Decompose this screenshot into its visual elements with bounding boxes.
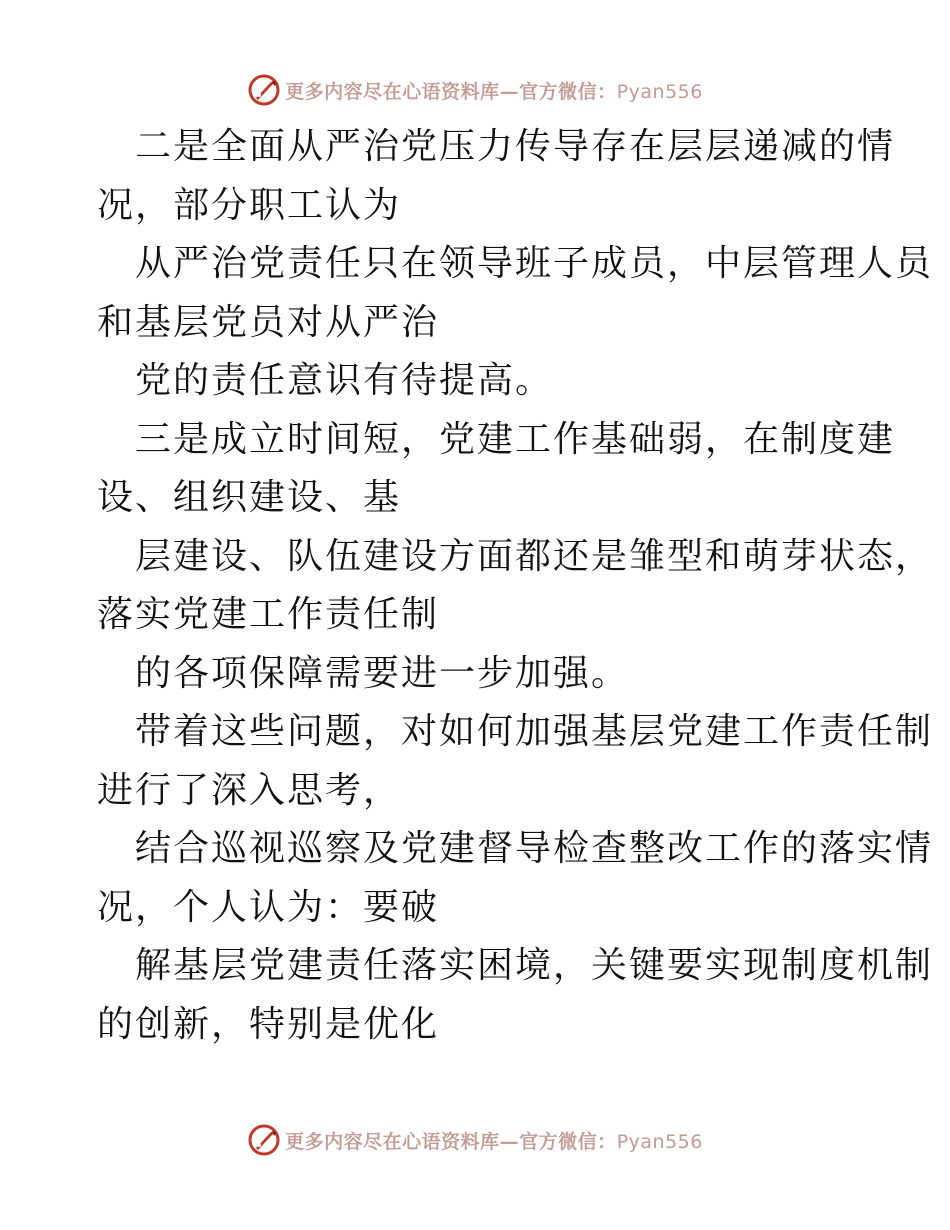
text-line: 解基层党建责任落实困境，关键要实现制度机制 [135,945,934,986]
text-line: 党的责任意识有待提高。 [135,360,554,401]
text-line: 的各项保障需要进一步加强。 [135,652,630,694]
text-line: 从严治党责任只在领导班子成员，中层管理人员 [135,243,934,284]
document-body [97,118,934,1054]
banner-text: 更多内容尽在心语资料库—官方微信：Pyan556 [285,1130,703,1153]
banner-text: 更多内容尽在心语资料库—官方微信：Pyan556 [285,80,703,103]
text-line: 况，个人认为：要破 [97,886,440,928]
text-line: 和基层党员对从严治 [97,301,440,343]
quill-pen-icon [247,1123,281,1157]
text-line: 的创新，特别是优化 [97,1003,440,1045]
text-line: 带着这些问题，对如何加强基层党建工作责任制 [135,711,934,752]
quill-pen-icon [247,73,281,107]
text-line: 二是全面从严治党压力传导存在层层递减的情 [135,126,896,167]
footer-banner [0,1120,950,1160]
text-line: 三是成立时间短，党建工作基础弱，在制度建 [135,418,896,460]
text-line: 设、组织建设、基 [97,477,402,518]
text-line: 况，部分职工认为 [97,184,402,226]
header-banner [0,70,950,110]
text-line: 结合巡视巡察及党建督导检查整改工作的落实情 [135,828,934,869]
text-line: 进行了深入思考， [97,769,402,811]
text-line: 层建设、队伍建设方面都还是雏型和萌芽状态， [135,535,934,577]
text-line: 落实党建工作责任制 [97,594,440,635]
